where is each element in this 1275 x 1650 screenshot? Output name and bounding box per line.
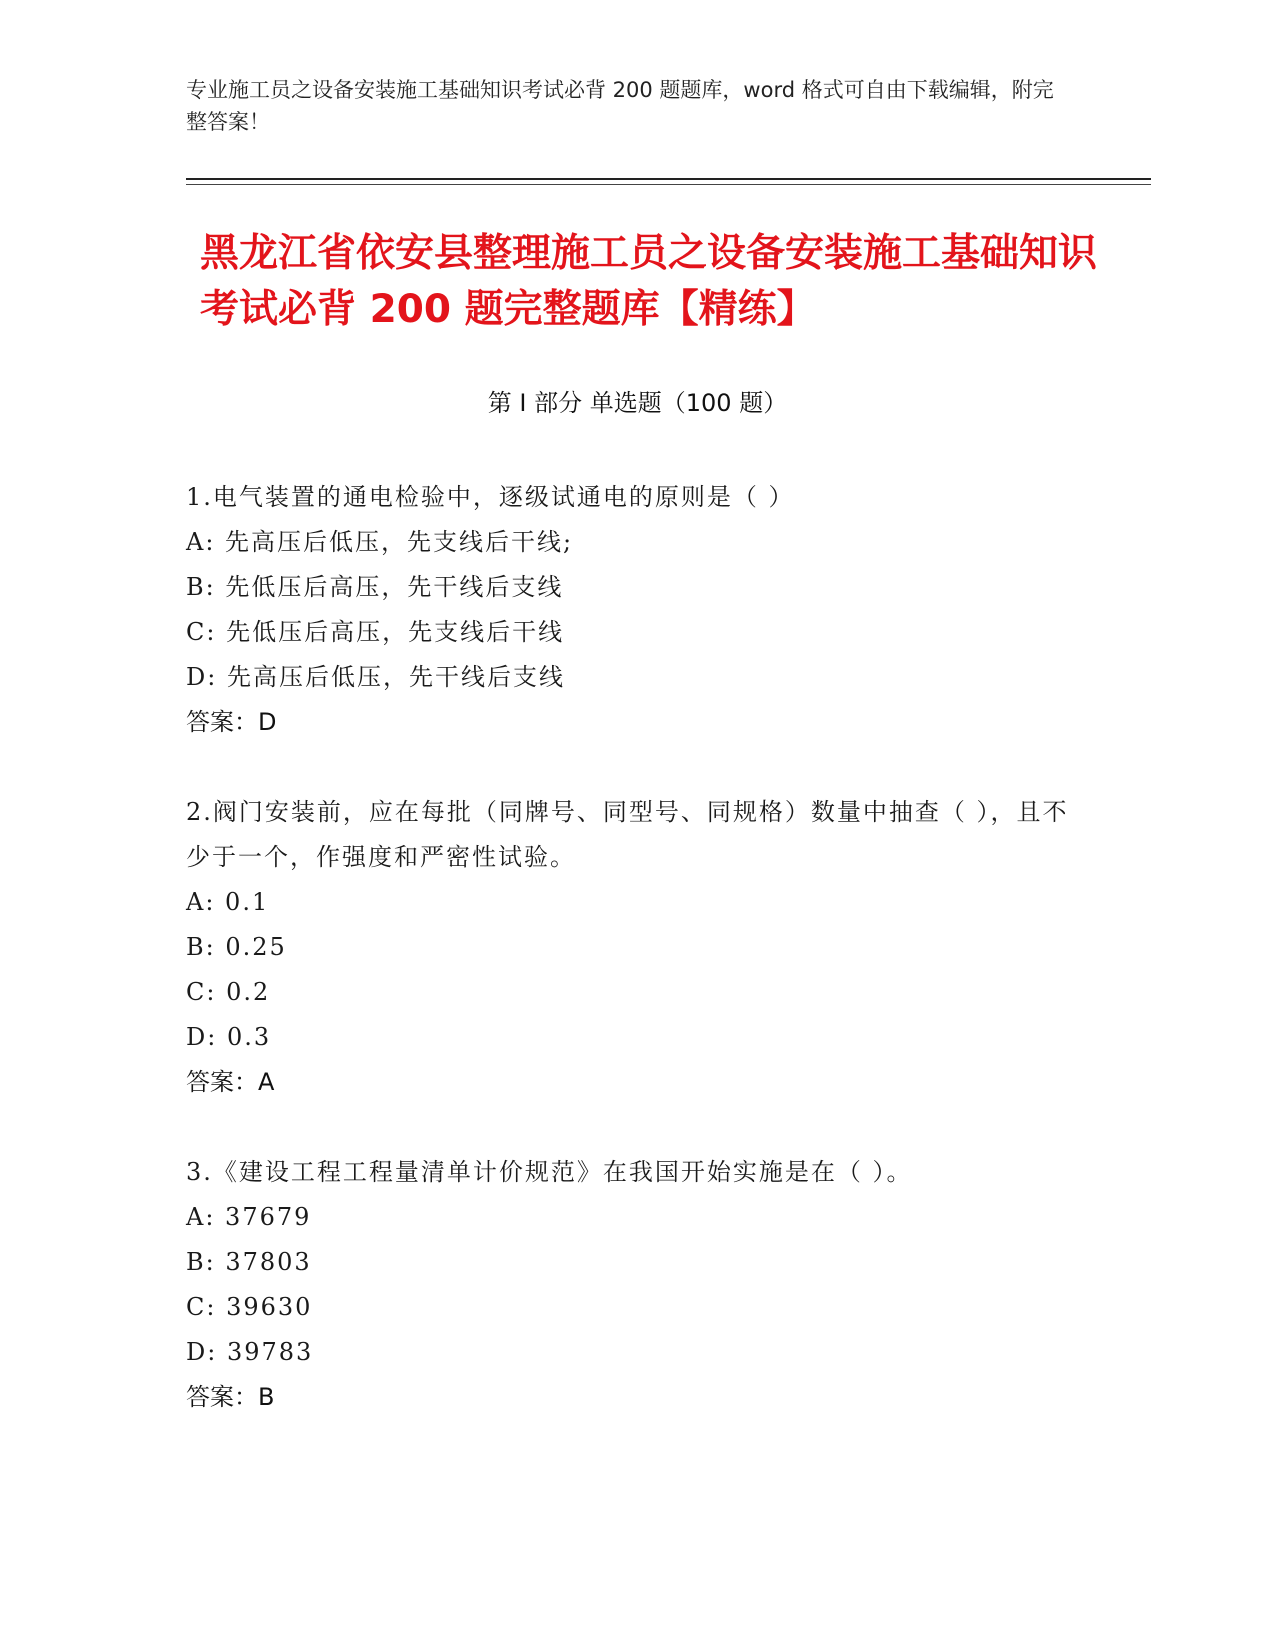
section-title: 第 I 部分 单选题（100 题） xyxy=(487,389,788,417)
answer-line: 答案：D xyxy=(186,708,277,736)
document-title: 黑龙江省依安县整理施工员之设备安装施工基础知识考试必背 200 题完整题库【精练】 xyxy=(200,231,1098,332)
option-a: A: 37679 xyxy=(186,1203,312,1231)
header-divider-thin xyxy=(186,184,1151,185)
option-b: B: 37803 xyxy=(186,1248,312,1276)
answer-line: 答案：B xyxy=(186,1383,275,1411)
option-a: A: 0.1 xyxy=(186,888,270,916)
option-c: C: 先低压后高压，先支线后干线 xyxy=(186,618,565,646)
option-d: D: 0.3 xyxy=(186,1023,272,1051)
question-item xyxy=(186,790,1076,1105)
option-d: D: 先高压后低压，先干线后支线 xyxy=(186,663,565,691)
question-stem: 1.电气装置的通电检验中，逐级试通电的原则是（ ） xyxy=(186,483,795,511)
option-c: C: 39630 xyxy=(186,1293,313,1321)
question-stem: 3.《建设工程工程量清单计价规范》在我国开始实施是在（ ）。 xyxy=(186,1158,913,1186)
option-b: B: 0.25 xyxy=(186,933,287,961)
question-stem: 2.阀门安装前，应在每批（同牌号、同型号、同规格）数量中抽查（ ），且不少于一个，作强度和严密性试验。 xyxy=(186,798,1069,871)
header-divider-thick xyxy=(186,178,1151,180)
answer-line: 答案：A xyxy=(186,1068,275,1096)
question-item xyxy=(186,475,1076,745)
option-c: C: 0.2 xyxy=(186,978,271,1006)
question-list xyxy=(186,475,1076,1465)
option-a: A: 先高压后低压，先支线后干线; xyxy=(186,528,574,556)
option-b: B: 先低压后高压，先干线后支线 xyxy=(186,573,564,601)
option-d: D: 39783 xyxy=(186,1338,314,1366)
question-item xyxy=(186,1150,1076,1420)
header-note: 专业施工员之设备安装施工基础知识考试必背 200 题题库，word 格式可自由下载编辑，附完整答案！ xyxy=(186,78,1054,134)
